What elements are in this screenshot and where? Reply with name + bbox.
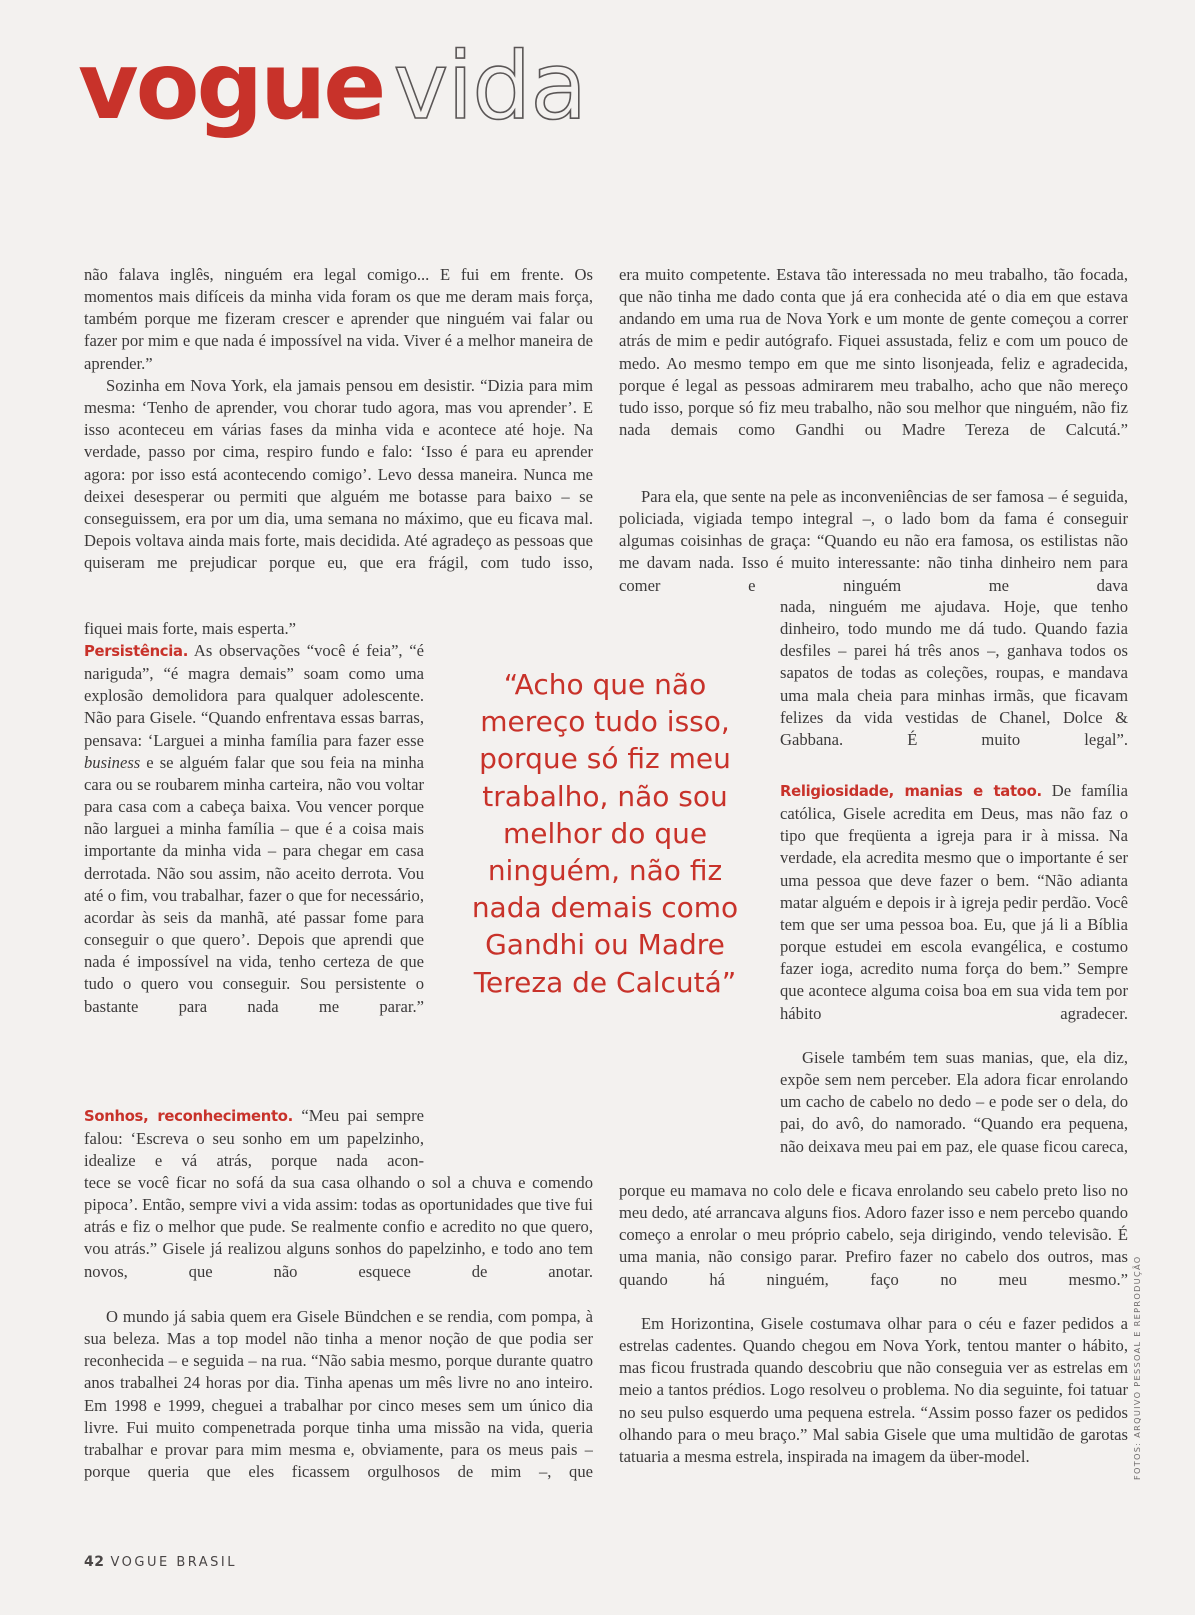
section-persistencia: Persistência. As observações “você é feia”, “é nariguda”, “é magra demais” soam como uma explosão demolidora para qualquer adolescente. Não para Gisele. “Quando enfrentava essas barras, pensava: ‘Larguei a minha família para fazer esse business e se alguém falar que sou feia na minha cara ou se roubarem minha carteira, não vou voltar para casa com a cabeça baixa. Vou vencer porque não larguei a minha família – que é a coisa mais importante da minha vida – para chegar em casa derrotada. Não sou assim, não aceito derrota. Vou até o fim, vou trabalhar, fazer o que for necessário, acordar às seis da manhã, até passar fome para conseguir o que quero’. Depois que aprendi que nada é impossível na vida, tenho certeza de que tudo o quero vou conseguir. Sou persistente o bastante para nada me parar.” bbox=[84, 641, 424, 1016]
right-paragraph-manias: Gisele também tem suas manias, que, ela diz, expõe sem nem perceber. Ela adora ficar enrolando um cacho de cabelo no dedo – e pode ser o dela, do pai, do avô, do namorado. “Quando era pequena, não deixava meu pai em paz, ele quase ficou careca, bbox=[780, 1048, 1128, 1156]
magazine-name: VOGUE BRASIL bbox=[110, 1555, 237, 1570]
heading-religiosidade: Religiosidade, manias e tatoo. bbox=[780, 783, 1042, 800]
left-paragraph-2: Sozinha em Nova York, ela jamais pensou em desistir. “Dizia para mim mesma: ‘Tenho de aprender, vou chorar tudo agora, mas vou aprender’. E isso aconteceu em várias fases da minha vida e acontece até hoje. Na verdade, passo por cima, respiro fundo e falo: ‘Isso é para eu aprender agora: por isso está acontecendo comigo’. Levo dessa maneira. Nunca me deixei desesperar ou permiti que alguém me botasse para baixo – se conseguissem, era por um dia, uma semana no máximo, que eu ficava mal. Depois voltava ainda mais forte, mais decidida. Até agradeço as pessoas que quiseram me prejudicar porque eu, que era frágil, com tudo isso, bbox=[84, 376, 593, 573]
section-sonhos: Sonhos, reconhecimento. “Meu pai sempre falou: ‘Escreva o seu sonho em um papelzinho, idealize e vá atrás, porque nada acon- bbox=[84, 1106, 424, 1171]
right-paragraph-2: Para ela, que sente na pele as inconveniências de ser famosa – é seguida, policiada, vigiada tempo integral –, o lado bom da fama é conseguir algumas coisinhas de graça: “Quando eu não era famosa, os estilistas não me davam nada. Isso é muito interessante: não tinha dinheiro nem para comer e ninguém me dava bbox=[619, 487, 1128, 595]
masthead-vogue: vogue bbox=[78, 32, 384, 140]
section-sonhos-continued: tece se você ficar no sofá da sua casa olhando o sol a chuva e comendo pipoca’. Então, sempre vivi a vida assim: todas as oportunidades que tive fui atrás e fiz o melhor que pude. Se realmente confio e acredito no que quero, vou atrás.” Gisele já realizou alguns sonhos do papelzinho, e todo ano tem novos, que não esquece de anotar. bbox=[84, 1173, 593, 1281]
page-number: 42 bbox=[84, 1554, 105, 1570]
left-paragraph-1: não falava inglês, ninguém era legal comigo... E fui em frente. Os momentos mais difíceis da minha vida foram os que me deram mais força, também porque me fizeram crescer e aprender que ninguém vai falar ou fazer por mim e que nada é impossível na vida. Viver é a melhor maneira de aprender.” bbox=[84, 265, 593, 373]
right-paragraph-2-continued: nada, ninguém me ajudava. Hoje, que tenho dinheiro, todo mundo me dá tudo. Quando fazia desfiles – parei há três anos –, ganhava todos os sapatos de todas as coleções, roupas, e mandava uma mala cheia para minhas irmãs, que ficavam felizes da vida vestidas de Chanel, Dolce & Gabbana. É muito legal”. bbox=[780, 597, 1128, 749]
heading-sonhos: Sonhos, reconhecimento. bbox=[84, 1108, 293, 1125]
left-paragraph-2-end: fiquei mais forte, mais esperta.” bbox=[84, 619, 296, 638]
right-paragraph-manias-continued: porque eu mamava no colo dele e ficava enrolando seu cabelo preto liso no meu dedo, até arrancava alguns fios. Adoro fazer isso e nem percebo quando começo a enrolar o meu próprio cabelo, seja dirigindo, vendo televisão. É uma mania, não consigo parar. Prefiro fazer no cabelo dos outros, mas quando há ninguém, faço no meu mesmo.” bbox=[619, 1181, 1128, 1289]
heading-persistencia: Persistência. bbox=[84, 643, 189, 660]
page-footer bbox=[84, 1554, 237, 1570]
photo-credit: FOTOS: ARQUIVO PESSOAL E REPRODUÇÃO bbox=[1132, 1255, 1142, 1480]
italic-business: business bbox=[84, 752, 141, 772]
masthead-vida: vida bbox=[393, 32, 587, 140]
right-paragraph-1: era muito competente. Estava tão interessada no meu trabalho, tão focada, que não tinha me dado conta que já era conhecida até o dia em que estava andando em uma rua de Nova York e um monte de gente começou a correr atrás de mim e pedir autógrafo. Fiquei assustada, feliz e com um pouco de medo. Ao mesmo tempo em que me sinto lisonjeada, feliz e agradecida, porque é legal as pessoas admirarem meu trabalho, acho que não mereço tudo isso, porque só fiz meu trabalho, não sou melhor que ninguém, não fiz nada demais como Gandhi ou Madre Tereza de Calcutá.” bbox=[619, 265, 1128, 440]
right-paragraph-horizontina: Em Horizontina, Gisele costumava olhar para o céu e fazer pedidos a estrelas cadentes. Quando chegou em Nova York, tentou manter o hábito, mas ficou frustrada quando descobriu que não conseguia ver as estrelas em meio a tantos prédios. Logo resolveu o problema. No dia seguinte, foi tatuar no seu pulso esquerdo uma pequena estrela. “Assim posso fazer os pedidos olhando para o meu braço.” Mal sabia Gisele que uma multidão de garotas tatuaria a mesma estrela, inspirada na imagem da über-model. bbox=[619, 1314, 1128, 1466]
section-religiosidade: Religiosidade, manias e tatoo. De família católica, Gisele acredita em Deus, mas não faz o tipo que freqüenta a igreja para ir à missa. Na verdade, ela acredita mesmo que o importante é ser uma pessoa que deve fazer o bem. “Não adianta matar alguém e depois ir à igreja pedir perdão. Você tem que ser uma pessoa boa. Eu, que já li a Bíblia porque estudei em escola evangélica, e costumo fazer ioga, acredito numa força do bem.” Sempre que acontece alguma coisa boa em sua vida tem por hábito agradecer. bbox=[780, 781, 1128, 1023]
left-paragraph-mundo: O mundo já sabia quem era Gisele Bündchen e se rendia, com pompa, à sua beleza. Mas a top model não tinha a menor noção de que podia ser reconhecida – e seguida – na rua. “Não sabia mesmo, porque durante quatro anos trabalhei 24 horas por dia. Tinha apenas um mês livre no ano inteiro. Em 1998 e 1999, cheguei a trabalhar por cinco meses sem um único dia livre. Fui muito compenetrada porque tinha uma missão na vida, queria trabalhar e provar para mim mesma e, obviamente, para os meus pais – porque queria que eles ficassem orgulhosos de mim –, que bbox=[84, 1307, 593, 1482]
pull-quote: “Acho que não mereço tudo isso, porque só fiz meu trabalho, não sou melhor do que ninguém, não fiz nada demais como Gandhi ou Madre Tereza de Calcutá” bbox=[471, 668, 739, 999]
masthead bbox=[78, 32, 587, 140]
